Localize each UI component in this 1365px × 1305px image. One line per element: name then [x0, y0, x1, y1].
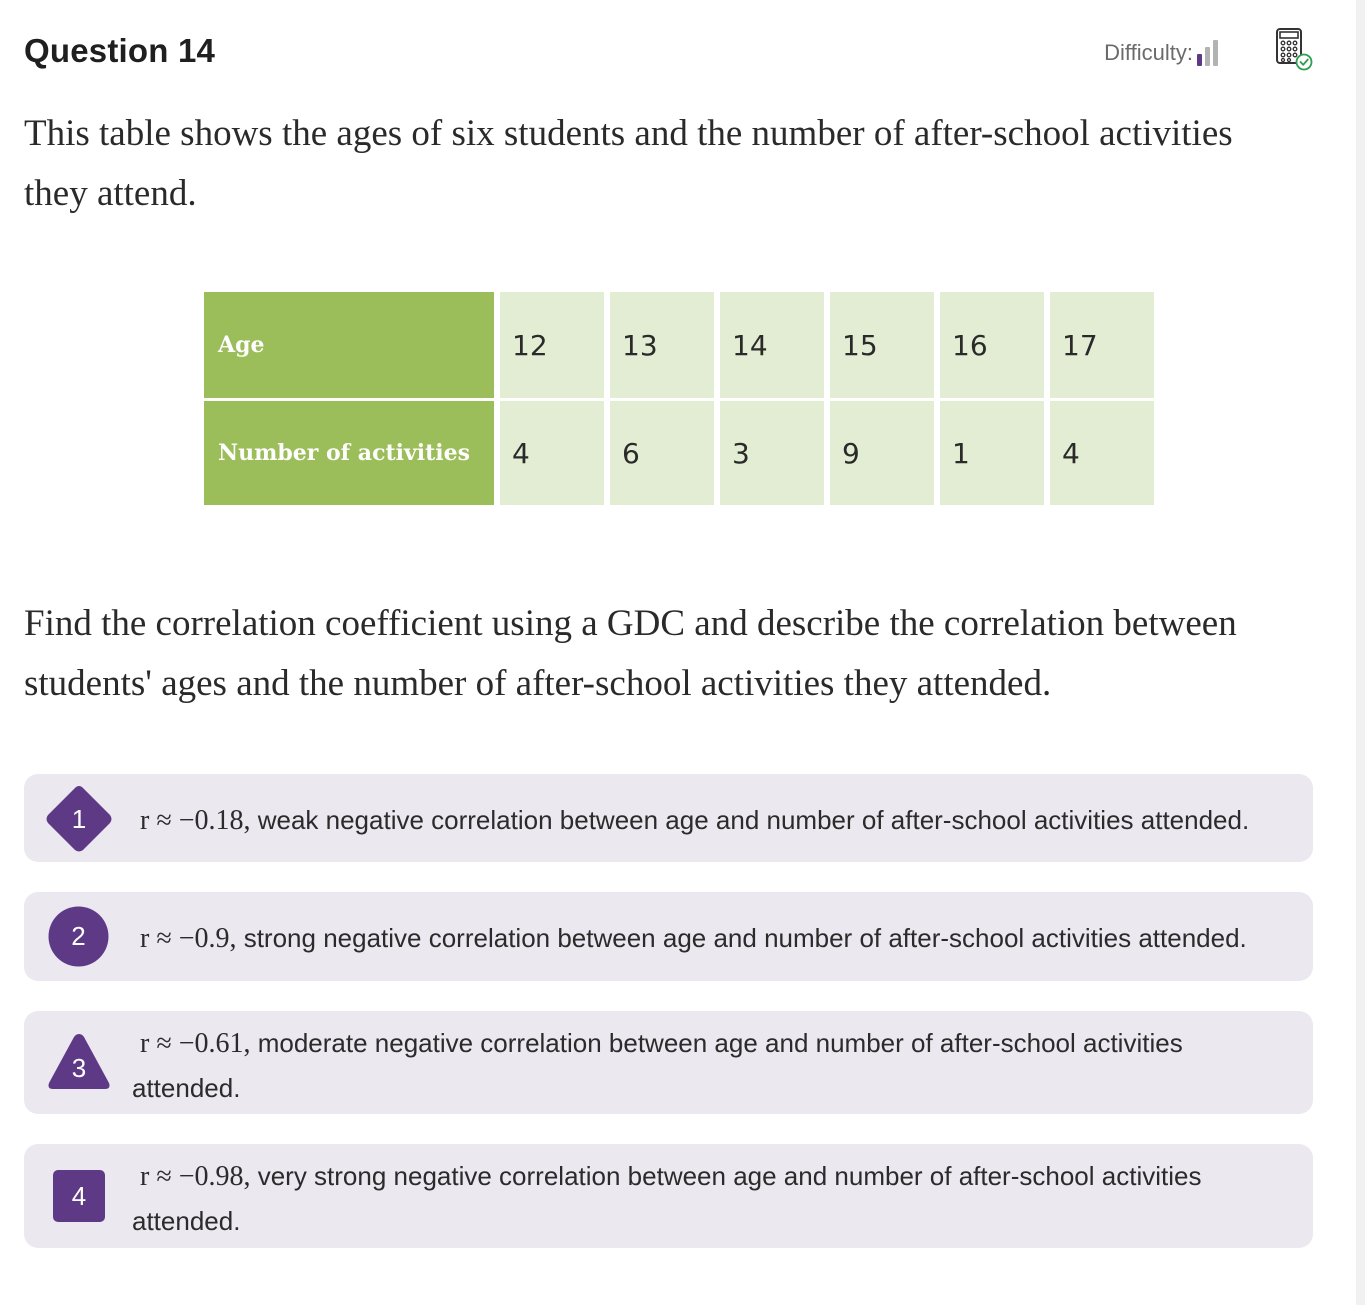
table-cell: 3	[720, 401, 830, 505]
triangle-badge-icon	[47, 1031, 111, 1091]
option-text	[140, 916, 1290, 961]
option-number: 1	[71, 803, 87, 834]
data-table	[204, 292, 1154, 505]
difficulty-indicator	[1104, 40, 1218, 66]
square-badge-icon	[53, 1170, 105, 1222]
option-description: weak negative correlation between age and number of after-school activities attended.	[250, 805, 1250, 835]
option-description: strong negative correlation between age and number of after-school activities attended.	[236, 923, 1247, 953]
option-math: r ≈ −0.61,	[140, 1028, 251, 1059]
option-description-continued: attended.	[132, 1206, 241, 1236]
answer-option-2[interactable]	[24, 892, 1313, 981]
answer-option-4[interactable]	[24, 1144, 1313, 1248]
table-cell: 17	[1050, 292, 1154, 401]
table-cell: 6	[610, 401, 720, 505]
option-math: r ≈ −0.98,	[140, 1161, 251, 1192]
table-cell: 15	[830, 292, 940, 401]
question-header	[24, 30, 1314, 80]
option-text	[132, 1154, 1290, 1243]
option-text	[132, 1021, 1290, 1110]
difficulty-bars-icon	[1197, 40, 1218, 66]
table-cell: 16	[940, 292, 1050, 401]
question-stem-intro: This table shows the ages of six students and the number of after-school activities they attend.	[24, 113, 1233, 214]
table-cell: 4	[500, 401, 610, 505]
question-stem-task: Find the correlation coefficient using a GDC and describe the correlation between students' ages and the number of after-school activities they attended.	[24, 603, 1237, 704]
option-math: r ≈ −0.18,	[140, 805, 251, 836]
table-cell: 12	[500, 292, 610, 401]
difficulty-bar-3	[1213, 40, 1218, 66]
circle-badge-icon	[48, 906, 109, 967]
option-description: very strong negative correlation between age and number of after-school activities	[250, 1161, 1202, 1191]
option-text	[140, 798, 1290, 843]
table-cell: 13	[610, 292, 720, 401]
diamond-badge-icon	[44, 784, 114, 854]
difficulty-label: Difficulty:	[1104, 40, 1193, 65]
difficulty-bar-2	[1205, 47, 1210, 66]
option-number: 4	[71, 1180, 87, 1211]
calculator-allowed-icon	[1274, 27, 1314, 71]
option-number: 3	[71, 1052, 87, 1083]
option-description-continued: attended.	[132, 1073, 241, 1103]
option-description: moderate negative correlation between age and number of after-school activities	[250, 1028, 1183, 1058]
difficulty-bar-1	[1197, 54, 1202, 66]
page-scroll-edge	[1356, 0, 1365, 1305]
table-cell: 9	[830, 401, 940, 505]
row-header-activities: Number of activities	[204, 401, 500, 505]
table-cell: 4	[1050, 401, 1154, 505]
question-title: Question 14	[24, 32, 216, 69]
table-cell: 14	[720, 292, 830, 401]
option-number: 2	[71, 921, 86, 951]
table-row-activities	[204, 401, 1154, 505]
row-header-age: Age	[204, 292, 500, 401]
table-cell: 1	[940, 401, 1050, 505]
table-row-age	[204, 292, 1154, 401]
answer-option-1[interactable]	[24, 774, 1313, 862]
option-math: r ≈ −0.9,	[140, 923, 237, 954]
answer-option-3[interactable]	[24, 1011, 1313, 1114]
